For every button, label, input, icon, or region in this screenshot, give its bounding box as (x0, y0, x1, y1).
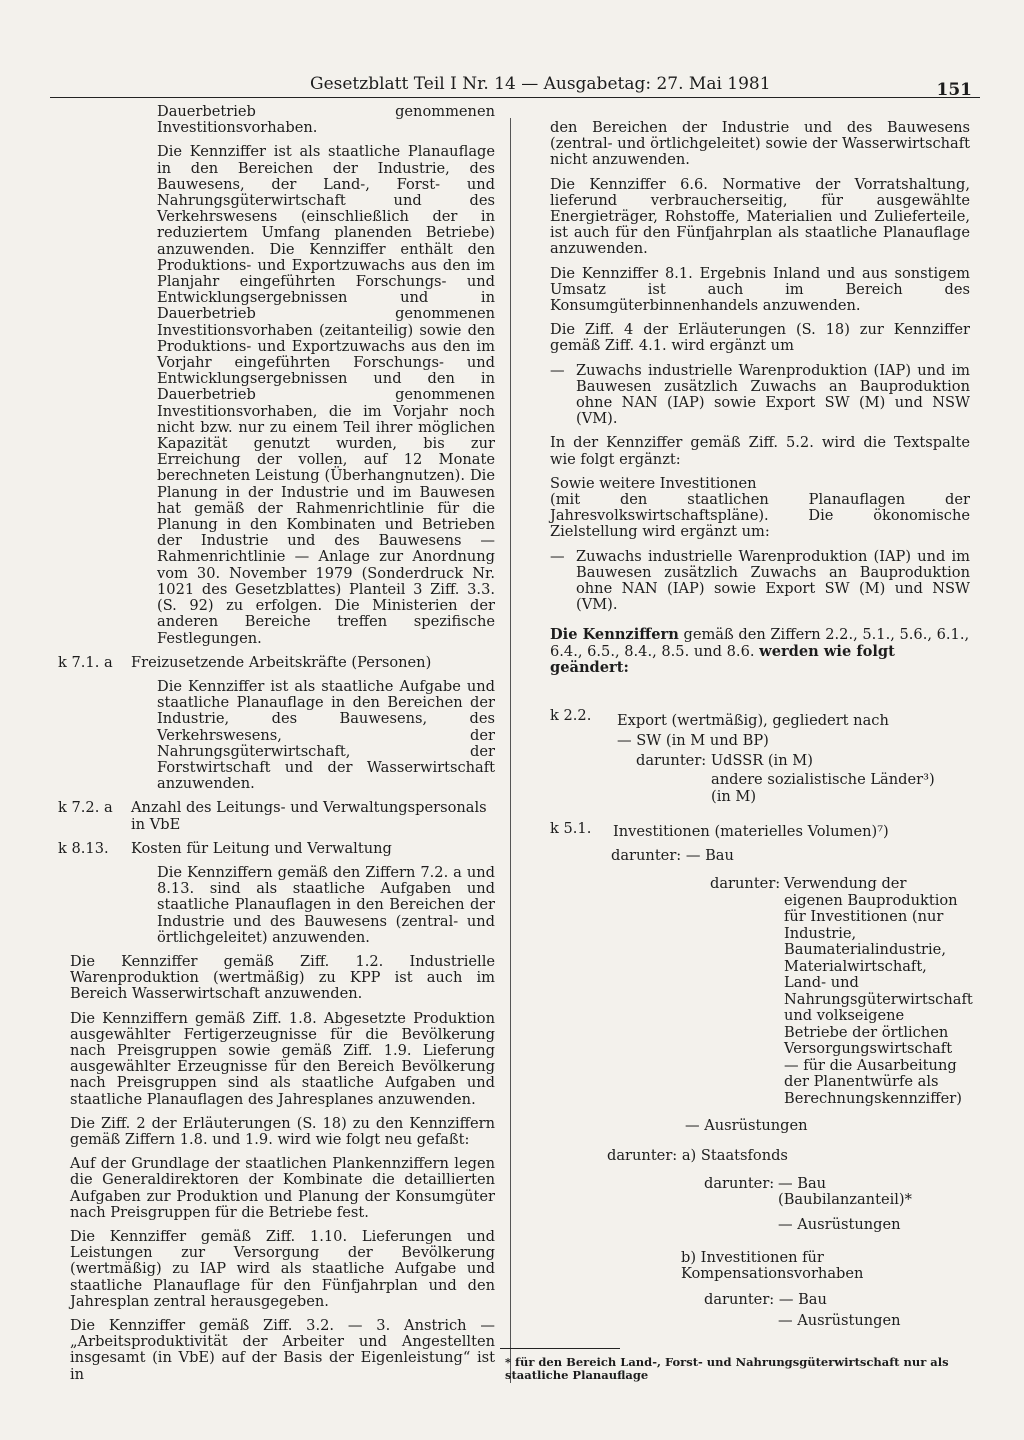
k51-b-ausruestungen: — Ausrüstungen (778, 1312, 901, 1329)
dash-item-2: — Zuwachs industrielle Warenproduktion (IAP) und im Bauwesen zusätzlich Zuwachs an Bauproduktion ohne NAN (IAP) sowie Export SW (M) und NSW (VM). (550, 547, 970, 614)
right-paragraph-7 (550, 627, 970, 676)
k51-verwendung: Verwendung der eigenen Bauproduktion für Investitionen (nur Industrie, Baumaterialindustrie, Materialwirtschaft, Land- und Nahrungsgüterwirtschaft und volkseigene Betriebe der örtlichen Versorgungswirtschaft — für die Ausarbeitung der Planentwürfe als Berechnungskennziffer) (784, 875, 973, 1107)
k813-label: k 8.13. (58, 839, 109, 857)
k22-in-m: (in M) (711, 788, 757, 805)
k51-b-darunter: darunter: — Bau (704, 1291, 827, 1308)
k51-ausruestungen: — Ausrüstungen (685, 1117, 808, 1134)
right-paragraph-3: Die Kennziffer 8.1. Ergebnis Inland und aus sonstigem Umsatz ist auch im Bereich des Konsumgüterbinnenhandels anzuwenden. (550, 264, 970, 315)
k71a-title: Freizusetzende Arbeitskräfte (Personen) (131, 653, 432, 671)
k22-darunter: darunter: UdSSR (in M) (636, 752, 813, 769)
k22-sw: — SW (in M und BP) (617, 732, 769, 749)
left-paragraph-6: Auf der Grundlage der staatlichen Plankennziffern legen die Generaldirektoren der Kombinate die detaillierten Aufgaben zur Produktion und Planung der Konsumgüter nach Preisgruppen für die Betriebe fest. (70, 1155, 495, 1221)
k71a-heading (58, 655, 495, 671)
k51-darunter-2: darunter: (710, 875, 781, 892)
left-paragraph-1: Dauerbetrieb genommenen Investitionsvorhaben. (157, 103, 495, 137)
k813-heading (58, 841, 495, 857)
left-paragraph-5: Die Ziff. 2 der Erläuterungen (S. 18) zu den Kennziffern gemäß Ziffern 1.8. und 1.9. wird wie folgt neu gefaßt: (70, 1114, 495, 1148)
p7-middle: gemäß den Ziffern 2.2., 5.1., 5.6., 6.1., 6.4., 6.5., 8.4., 8.5. und 8.6. (550, 626, 970, 660)
right-paragraph-4: Die Ziff. 4 der Erläuterungen (S. 18) zur Kennziffer gemäß Ziff. 4.1. wird ergänzt um (550, 321, 970, 355)
k51-darunter-bau: darunter: — Bau (611, 847, 734, 864)
k51-a-darunter: darunter: (704, 1175, 775, 1192)
k51-a-bau: — Bau (Baubilanzanteil)* (778, 1175, 912, 1209)
right-paragraph-2: Die Kennziffer 6.6. Normative der Vorratshaltung, lieferund verbraucherseitig, für ausgewählte Energieträger, Rohstoffe, Materialien und Zulieferteile, ist auch für den Fünfjahrplan als staatliche Planauflage anzuwenden. (550, 175, 970, 258)
p7-bold-start: Die Kennziffern (550, 626, 679, 644)
k72a-title: Anzahl des Leitungs- und Verwaltungspersonals in VbE (131, 799, 487, 833)
header-title: Gesetzblatt Teil I Nr. 14 — Ausgabetag: 27. Mai 1981 (310, 74, 771, 94)
k51-darunter-a: darunter: a) Staatsfonds (607, 1147, 788, 1164)
k71a-label: k 7.1. a (58, 653, 113, 671)
right-paragraph-5: In der Kennziffer gemäß Ziff. 5.2. wird die Textspalte wie folgt ergänzt: (550, 434, 970, 468)
footnote: * für den Bereich Land-, Forst- und Nahrungsgüterwirtschaft nur als staatliche Planauflage (505, 1355, 949, 1382)
k51-a-ausruestungen: — Ausrüstungen (778, 1216, 901, 1233)
right-paragraph-1: den Bereichen der Industrie und des Bauwesens (zentral- und örtlichgeleitet) sowie der Wasserwirtschaft nicht anzuwenden. (550, 119, 970, 169)
footnote-rule (500, 1348, 620, 1349)
left-paragraph-8: Die Kennziffer gemäß Ziff. 3.2. — 3. Anstrich — „Arbeitsproduktivität der Arbeiter und Angestellten insgesamt (in VbE) auf der Basis der Eigenleistung“ ist in (70, 1317, 495, 1383)
dash-item-2-text: Zuwachs industrielle Warenproduktion (IAP) und im Bauwesen zusätzlich Zuwachs an Bauproduktion ohne NAN (IAP) sowie Export SW (M) und NSW (VM). (576, 547, 970, 614)
k51-label: k 5.1. (550, 820, 592, 837)
k72a-label: k 7.2. a (58, 799, 113, 817)
page-header (50, 74, 980, 98)
dash-item-1-text: Zuwachs industrielle Warenproduktion (IAP) und im Bauwesen zusätzlich Zuwachs an Bauproduktion ohne NAN (IAP) sowie Export SW (M) und NSW (VM). (576, 361, 970, 428)
right-paragraph-6b: (mit den staatlichen Planauflagen der Jahresvolkswirtschaftspläne). Die ökonomische Zielstellung wird ergänzt um: (550, 491, 970, 541)
k813-text: Die Kennziffern gemäß den Ziffern 7.2. a und 8.13. sind als staatliche Aufgaben und staatliche Planauflagen in den Bereichen der Industrie und des Bauwesens (zentral- und örtlichgeleitet) anzuwenden. (157, 863, 495, 946)
k71a-text: Die Kennziffer ist als staatliche Aufgabe und staatliche Planauflage in den Bereichen der Industrie, des Bauwesens, des Verkehrswesens, der Nahrungsgüterwirtschaft, der Forstwirtschaft und der Wasserwirtschaft anzuwenden. (157, 677, 495, 793)
k22-label: k 2.2. (550, 707, 592, 724)
left-paragraph-2: Die Kennziffer ist als staatliche Planauflage in den Bereichen der Industrie, des Bauwesens, der Land-, Forst- und Nahrungsgüterwirtschaft und des Verkehrswesens (einschließlich der in reduziertem Umfang planenden Betriebe) anzuwenden. Die Kennziffer enthält den Produktions- und Exportzuwachs aus den im Planjahr eingeführten Forschungs- und Entwicklungsergebnissen und in Dauerbetrieb genommenen Investitionsvorhaben (zeitanteilig) sowie den Produktions- und Exportzuwachs aus den im Vorjahr eingeführten Forschungs- und Entwicklungsergebnissen und den in Dauerbetrieb genommenen Investitionsvorhaben, die im Vorjahr noch nicht bzw. nur zu einem Teil ihrer möglichen Kapazität genutzt wurden, bis zur Erreichung der vollen, auf 12 Monate berechneten Leistung (Überhangnutzen). Die Planung in der Industrie und im Bauwesen hat gemäß der Rahmenrichtlinie für die Planung in den Kombinaten und Betrieben der Industrie und des Bauwesens — Rahmenrichtlinie — Anlage zur Anordnung vom 30. November 1979 (Sonderdruck Nr. 1021 des Gesetzblattes) Planteil 3 Ziff. 3.3. (S. 92) zu erfolgen. Die Ministerien der anderen Bereiche treffen spezifische Festlegungen. (157, 143, 495, 647)
header-rule (50, 97, 980, 98)
dash-item-1: — Zuwachs industrielle Warenproduktion (IAP) und im Bauwesen zusätzlich Zuwachs an Bauproduktion ohne NAN (IAP) sowie Export SW (M) und NSW (VM). (550, 361, 970, 428)
left-paragraph-7: Die Kennziffer gemäß Ziff. 1.10. Lieferungen und Leistungen zur Versorgung der Bevölkerung (wertmäßig) zu IAP wird als staatliche Aufgabe und staatliche Planauflage für den Fünfjahrplan und den Jahresplan zentral herausgegeben. (70, 1228, 495, 1310)
k813-title: Kosten für Leitung und Verwaltung (131, 839, 392, 857)
right-column (550, 120, 970, 684)
k22-andere: andere sozialistische Länder³) (711, 771, 935, 788)
k51-b: b) Investitionen für Kompensationsvorhaben (681, 1249, 864, 1283)
left-paragraph-4: Die Kennziffern gemäß Ziff. 1.8. Abgesetzte Produktion ausgewählter Fertigerzeugnisse für die Bevölkerung nach Preisgruppen sowie gemäß Ziff. 1.9. Lieferung ausgewählter Erzeugnisse für den Bereich Bevölkerung nach Preisgruppen sind als staatliche Aufgaben und staatliche Planauflagen des Jahresplanes anzuwenden. (70, 1009, 495, 1108)
p7-bold-end: werden wie folgt geändert: (550, 642, 895, 676)
k51-title: Investitionen (materielles Volumen)⁷) (613, 823, 889, 840)
page-number: 151 (936, 80, 972, 100)
left-column (58, 103, 495, 1391)
k72a-heading (58, 800, 495, 832)
k22-title: Export (wertmäßig), gegliedert nach (617, 712, 889, 729)
column-divider (510, 118, 511, 1383)
left-paragraph-3: Die Kennziffer gemäß Ziff. 1.2. Industrielle Warenproduktion (wertmäßig) zu KPP ist auch im Bereich Wasserwirtschaft anzuwenden. (70, 952, 495, 1003)
right-paragraph-6a: Sowie weitere Investitionen (550, 474, 757, 492)
